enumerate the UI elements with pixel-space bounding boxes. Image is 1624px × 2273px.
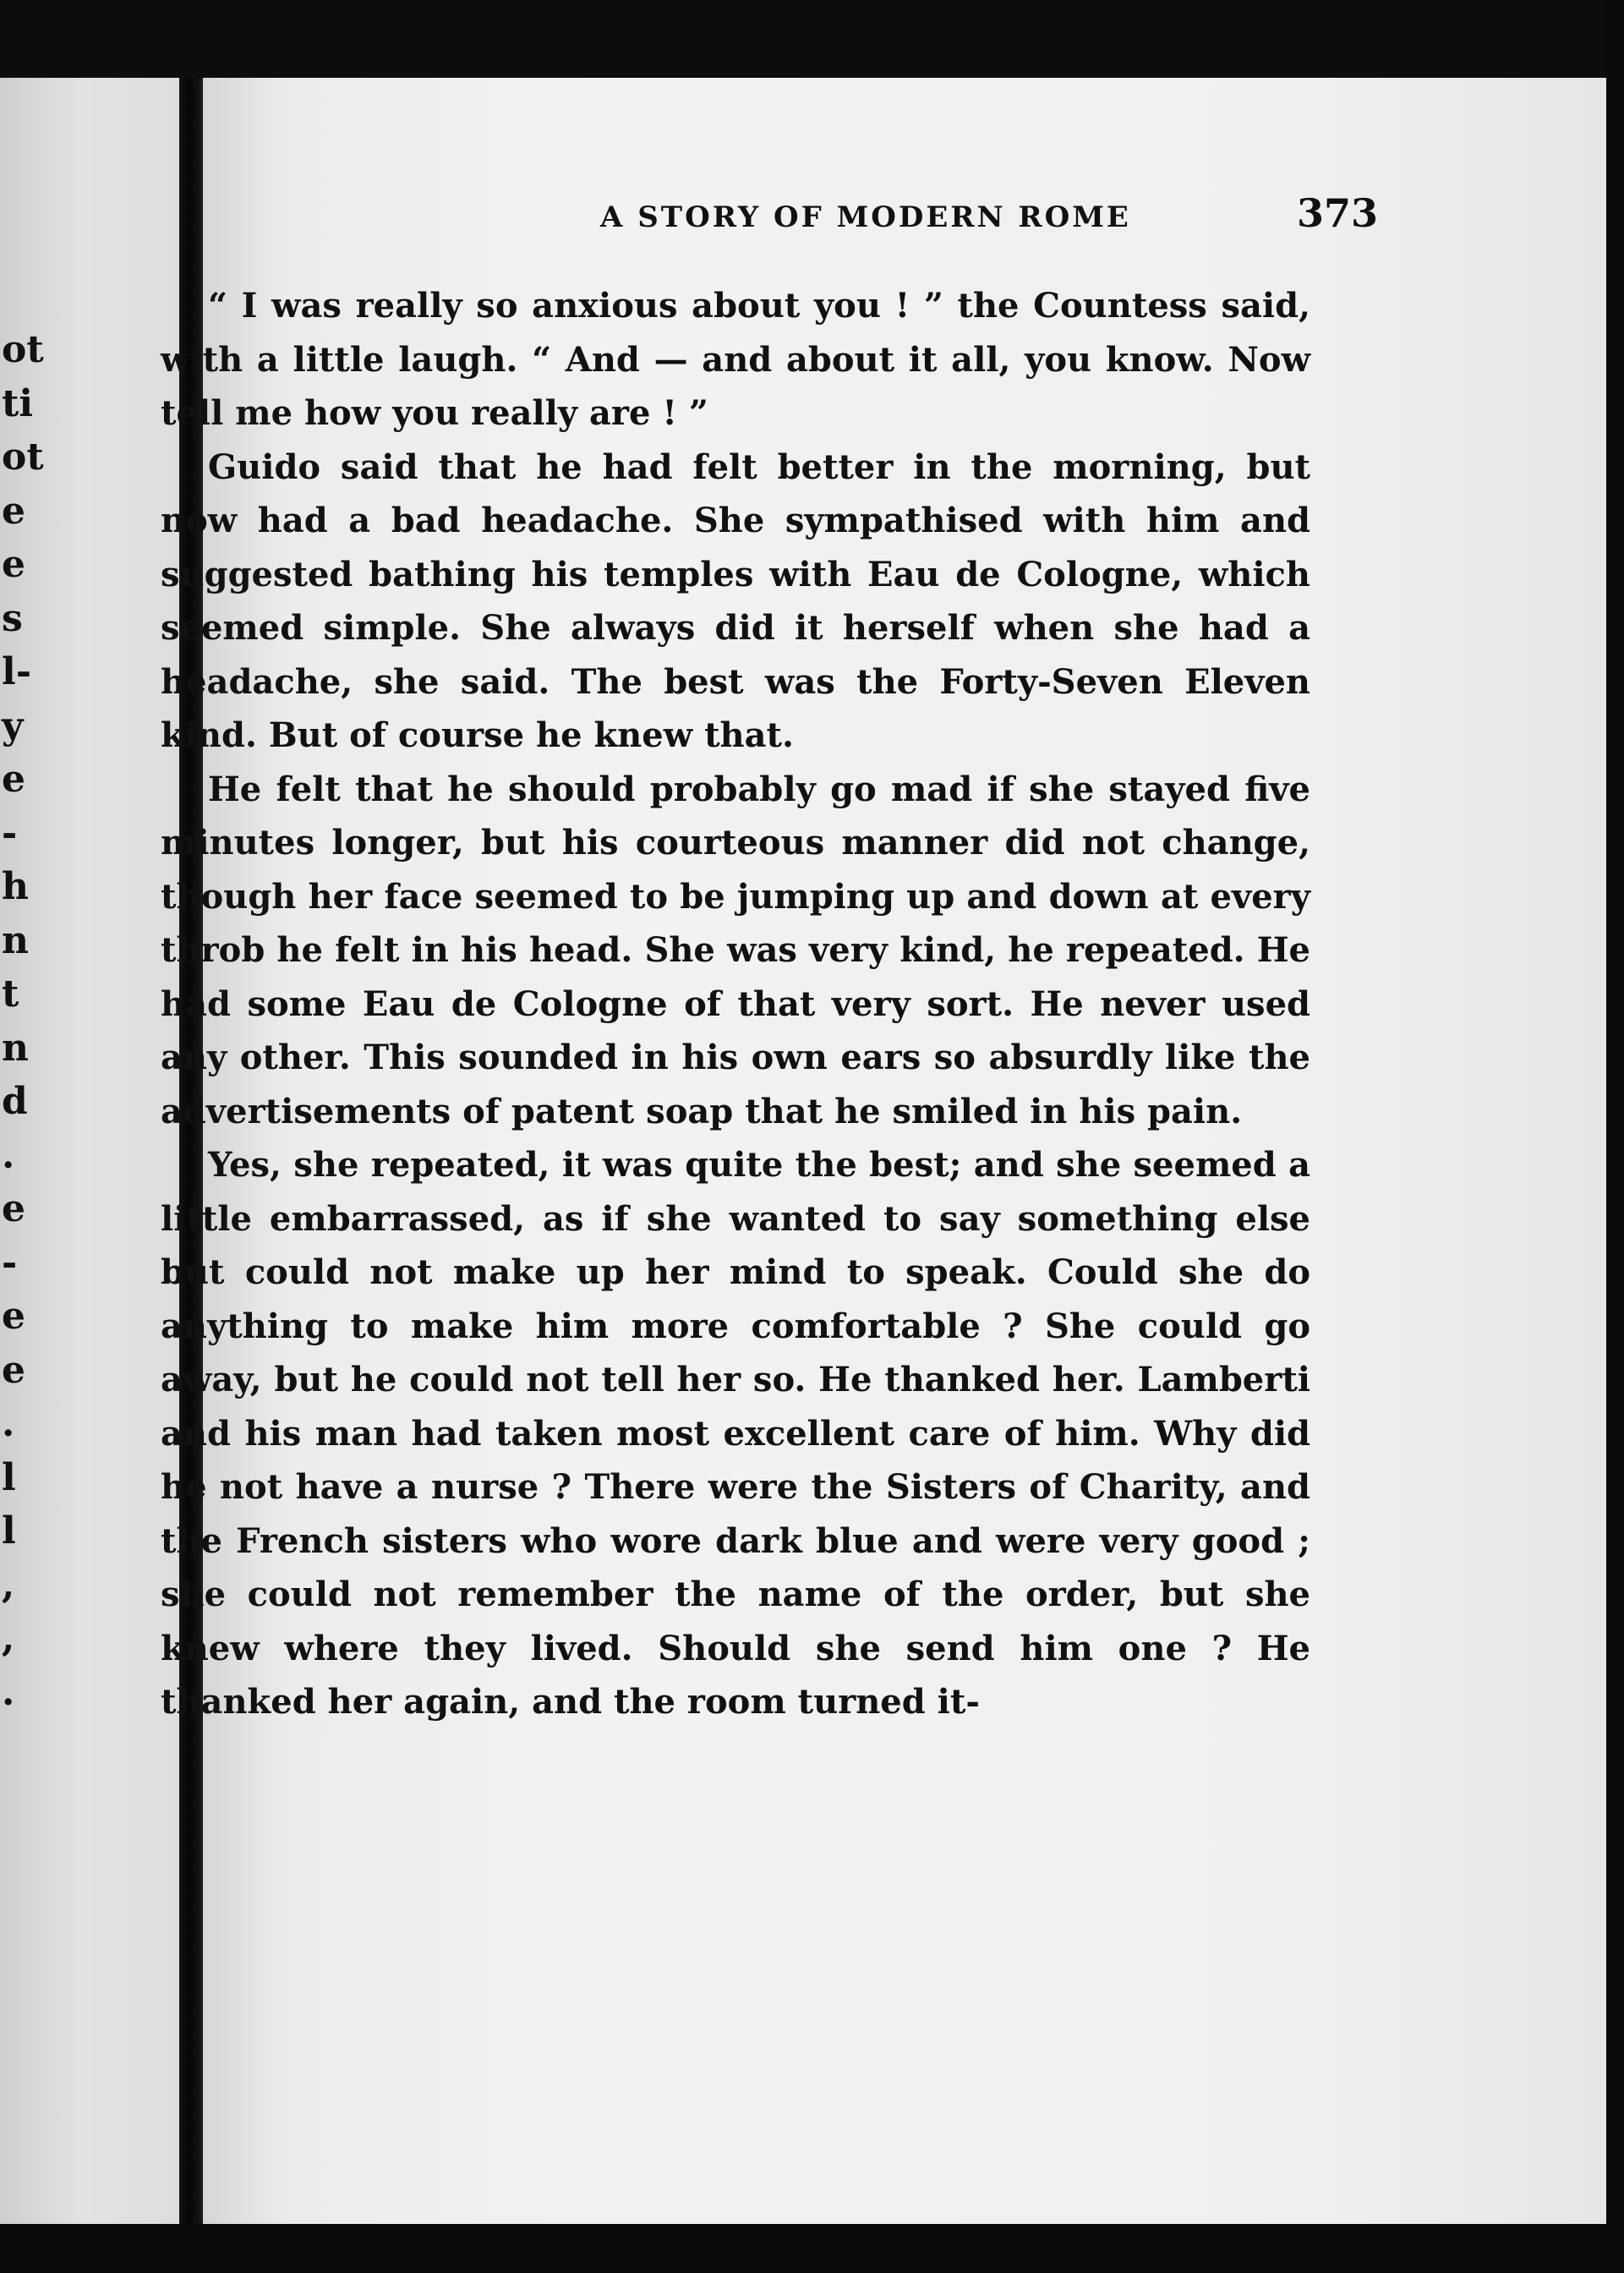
facing-page-text-fragments	[0, 78, 44, 2224]
facing-page-fragment: s	[2, 596, 23, 640]
paragraph: Guido said that he had felt better in the morning, but now had a bad headache. She sympathised with him and suggested bathing his temples with Eau de Cologne, which seemed simple. She always did it herself when she had a headache, she said. The best was the Forty-Seven Eleven kind. But of course he knew that.	[161, 446, 1310, 755]
facing-page-fragment: ot	[2, 435, 44, 479]
facing-page-fragment: t	[2, 972, 19, 1016]
facing-page-fragment: e	[2, 758, 25, 801]
running-header	[397, 190, 1378, 241]
facing-page-fragment: ,	[2, 1617, 15, 1660]
paragraph: Yes, she repeated, it was quite the best; and she seemed a little embarrassed, as if she wanted to say something else but could not make up her mind to speak. Could she do anything to make him more comfortable ? She could go away, but he could not tell her so. He thanked her. Lamberti and his man had taken most excellent care of him. Why did he not have a nurse ? There were the Sisters of Charity, and the French sisters who wore dark blue and were very good ; she could not remember the name of the order, but she knew where they lived. Should she send him one ? He thanked her again, and the room turned it-	[161, 1145, 1310, 1722]
facing-page-fragment: n	[2, 918, 29, 962]
facing-page-fragment: l	[2, 1509, 16, 1553]
facing-page-fragment: .	[2, 1402, 15, 1445]
facing-page-fragment: h	[2, 865, 29, 908]
facing-page-fragment: e	[2, 1295, 25, 1338]
scan-border-right	[1606, 0, 1624, 2273]
scan-border-bottom	[0, 2224, 1624, 2273]
paragraph: “ I was really so anxious about you ! ” the Countess said, with a little laugh. “ And — and about it all, you know. Now tell me how you really are ! ”	[161, 286, 1310, 433]
facing-page-fragment: e	[2, 543, 25, 586]
facing-page-fragment: ot	[2, 328, 44, 371]
facing-page-fragment: ti	[2, 381, 34, 425]
paragraph: He felt that he should probably go mad if she stayed five minutes longer, but his courteous manner did not change, though her face seemed to be jumping up and down at every throb he felt in his head. She was very kind, he repeated. He had some Eau de Cologne of that very sort. He never used any other. This sounded in his own ears so absurdly like the advertisements of patent soap that he smiled in his pain.	[161, 769, 1310, 1131]
page-number: 373	[1296, 190, 1378, 236]
body-text	[161, 279, 1310, 1729]
facing-page-fragment: e	[2, 489, 25, 533]
scan-border-top	[0, 0, 1624, 78]
facing-page-fragment: .	[2, 1133, 15, 1177]
facing-page-fragment: .	[2, 1670, 15, 1714]
facing-page-fragment: y	[2, 704, 24, 748]
facing-page-fragment: d	[2, 1080, 28, 1123]
facing-page-fragment: -	[2, 811, 18, 855]
facing-page-fragment: e	[2, 1348, 25, 1392]
facing-page-fragment: l	[2, 1455, 16, 1499]
facing-page-fragment: ,	[2, 1563, 15, 1607]
facing-page-fragment: n	[2, 1026, 29, 1070]
facing-page-fragment: l-	[2, 650, 31, 693]
running-title: A STORY OF MODERN ROME	[600, 200, 1131, 234]
facing-page-fragment: -	[2, 1241, 18, 1284]
facing-page-fragment: e	[2, 1187, 25, 1230]
